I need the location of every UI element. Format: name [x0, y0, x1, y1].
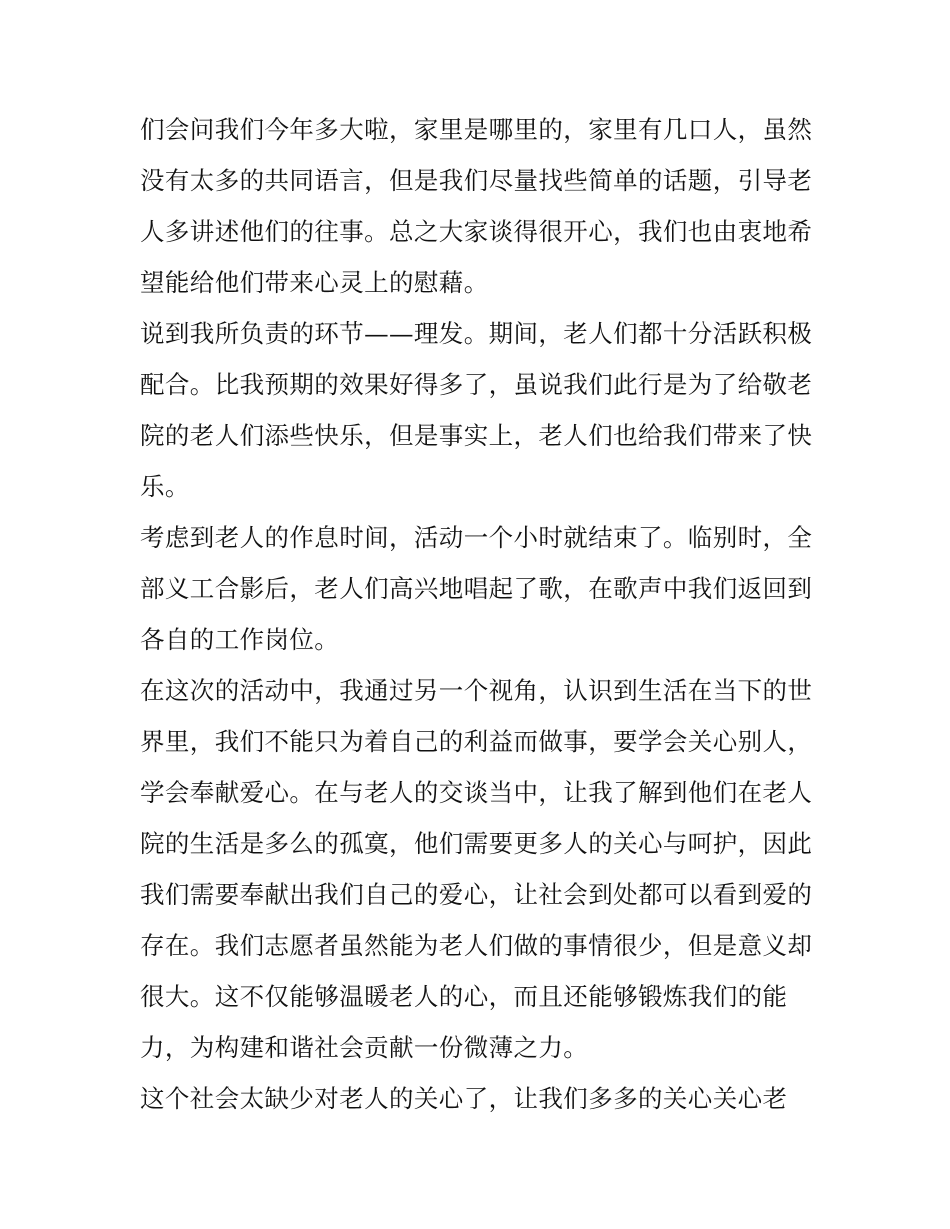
text-line: 配合。比我预期的效果好得多了，虽说我们此行是为了给敬老	[140, 370, 813, 399]
text-line: 人多讲述他们的往事。总之大家谈得很开心，我们也由衷地希	[140, 217, 813, 246]
text-line: 各自的工作岗位。	[140, 625, 340, 654]
text-line: 望能给他们带来心灵上的慰藉。	[140, 268, 489, 297]
text-line: 院的老人们添些快乐，但是事实上，老人们也给我们带来了快	[140, 421, 813, 450]
text-line: 说到我所负责的环节——理发。期间，老人们都十分活跃积极	[140, 319, 813, 348]
text-line: 们会问我们今年多大啦，家里是哪里的，家里有几口人，虽然	[140, 115, 813, 144]
text-line: 界里，我们不能只为着自己的利益而做事，要学会关心别人，	[140, 727, 813, 756]
text-line: 院的生活是多么的孤寞，他们需要更多人的关心与呵护，因此	[140, 829, 813, 858]
text-line: 在这次的活动中，我通过另一个视角，认识到生活在当下的世	[140, 676, 813, 705]
text-line: 力，为构建和谐社会贡献一份微薄之力。	[140, 1033, 589, 1062]
text-line: 考虑到老人的作息时间，活动一个小时就结束了。临别时，全	[140, 523, 813, 552]
text-line: 存在。我们志愿者虽然能为老人们做的事情很少，但是意义却	[140, 931, 813, 960]
text-line: 乐。	[140, 472, 190, 501]
text-line: 没有太多的共同语言，但是我们尽量找些简单的话题，引导老	[140, 166, 813, 195]
text-line: 我们需要奉献出我们自己的爱心，让社会到处都可以看到爱的	[140, 880, 813, 909]
document-body	[140, 104, 830, 1124]
text-line: 学会奉献爱心。在与老人的交谈当中，让我了解到他们在老人	[140, 778, 813, 807]
text-line: 很大。这不仅能够温暖老人的心，而且还能够锻炼我们的能	[140, 982, 788, 1011]
text-line: 部义工合影后，老人们高兴地唱起了歌，在歌声中我们返回到	[140, 574, 813, 603]
text-line: 这个社会太缺少对老人的关心了，让我们多多的关心关心老	[140, 1084, 788, 1113]
